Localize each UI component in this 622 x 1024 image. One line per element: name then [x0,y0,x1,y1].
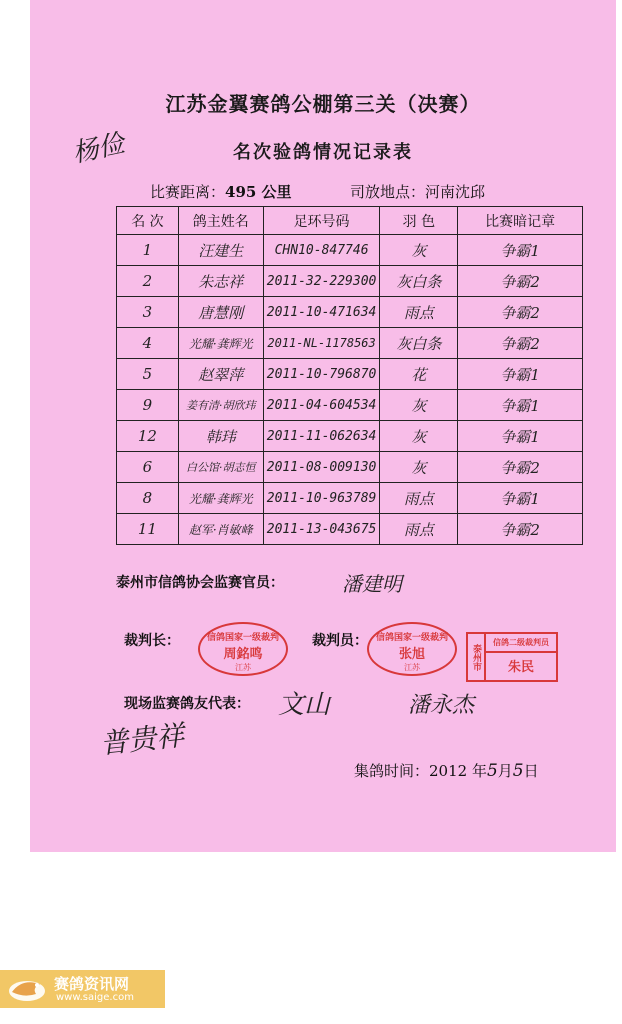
signature-top-left: 杨俭 [69,128,128,170]
ring-cell: 2011-NL-1178563 [263,328,380,359]
rep-signature-2: 文山 [278,690,331,720]
rank-cell: 11 [117,514,179,545]
document-title: 江苏金翼赛鸽公棚第三关（决赛） [165,92,481,116]
rank-cell: 12 [117,421,179,452]
document-subtitle: 名次验鸽情况记录表 [233,142,413,163]
footer-site-name: 赛鸽资讯网 [54,975,130,993]
distance-info [150,181,292,202]
table-row [117,359,583,390]
owner-cell: 姜有清·胡欣玮 [178,390,263,421]
owner-cell: 赵军·肖敏峰 [178,514,263,545]
owner-cell: 光耀·龚辉光 [178,483,263,514]
result-table [116,206,583,545]
ring-cell: 2011-32-229300 [263,266,380,297]
header-mark: 比赛暗记章 [458,207,583,235]
mark-cell: 争霸1 [458,359,583,390]
mark-cell: 争霸2 [458,297,583,328]
color-cell: 灰 [380,235,458,266]
mark-cell: 争霸1 [458,390,583,421]
header-ring: 足环号码 [263,207,380,235]
release-label: 司放地点： [350,183,426,201]
mark-cell: 争霸1 [458,235,583,266]
owner-cell: 光耀·龚辉光 [178,328,263,359]
rep-signature-1: 普贵祥 [98,718,186,761]
owner-cell: 白公馆·胡志恒 [178,452,263,483]
ring-cell: 2011-08-009130 [263,452,380,483]
mark-cell: 争霸2 [458,266,583,297]
rank-cell: 2 [117,266,179,297]
color-cell: 灰 [380,421,458,452]
color-cell: 雨点 [380,297,458,328]
ring-cell: 2011-13-043675 [263,514,380,545]
judge-stamp [367,622,457,676]
collection-day: 5 [512,761,524,781]
rank-cell: 3 [117,297,179,328]
release-info [350,181,485,202]
header-color: 羽 色 [380,207,458,235]
collection-month: 5 [486,761,498,781]
judge-stamp-region: 江苏 [404,663,420,672]
rect-stamp-title: 信鸽二级裁判员 [486,634,556,653]
pigeon-logo-icon [6,974,48,1004]
owner-cell: 韩玮 [178,421,263,452]
color-cell: 灰 [380,390,458,421]
rep-signature-3: 潘永杰 [408,693,475,718]
supervisor-signature: 潘建明 [342,572,402,596]
color-cell: 雨点 [380,483,458,514]
ring-cell: 2011-10-796870 [263,359,380,390]
supervisor-label: 泰州市信鸽协会监赛官员： [116,575,284,591]
color-cell: 雨点 [380,514,458,545]
table-row [117,390,583,421]
ring-cell: CHN10-847746 [263,235,380,266]
chief-stamp-title: 信鸽国家一级裁判 [206,633,279,643]
table-row [117,483,583,514]
mark-cell: 争霸2 [458,514,583,545]
site-footer-badge[interactable] [0,970,165,1008]
judge-stamp-name: 张旭 [398,647,425,662]
table-row [117,328,583,359]
record-sheet [30,0,616,852]
ring-cell: 2011-10-963789 [263,483,380,514]
fancier-rep-label: 现场监赛鸽友代表： [124,696,250,712]
table-header-row [117,207,583,235]
mark-cell: 争霸2 [458,328,583,359]
rect-stamp-name: 朱民 [507,660,534,675]
chief-judge-stamp [198,622,288,676]
header-rank: 名 次 [117,207,179,235]
ring-cell: 2011-11-062634 [263,421,380,452]
table-row [117,266,583,297]
day-char: 日 [523,762,539,780]
rank-cell: 6 [117,452,179,483]
color-cell: 灰白条 [380,328,458,359]
table-row [117,421,583,452]
owner-cell: 唐慧刚 [178,297,263,328]
table-row [117,235,583,266]
table-row [117,514,583,545]
distance-value: 495 公里 [225,183,292,201]
distance-label: 比赛距离： [150,183,226,201]
judge-stamp-title: 信鸽国家一级裁判 [375,633,448,643]
ring-cell: 2011-04-604534 [263,390,380,421]
month-char: 月 [497,762,513,780]
release-value: 河南沈邱 [425,183,486,201]
ring-cell: 2011-10-471634 [263,297,380,328]
rank-cell: 1 [117,235,179,266]
chief-stamp-name: 周銘鸣 [223,647,263,662]
rank-cell: 5 [117,359,179,390]
mark-cell: 争霸1 [458,421,583,452]
rank-cell: 8 [117,483,179,514]
owner-cell: 赵翠萍 [178,359,263,390]
collection-time [354,760,539,781]
rank-cell: 4 [117,328,179,359]
color-cell: 灰白条 [380,266,458,297]
chief-stamp-region: 江苏 [235,663,251,672]
owner-cell: 汪建生 [178,235,263,266]
header-owner: 鸽主姓名 [178,207,263,235]
footer-site-url: www.saige.com [56,992,134,1003]
judge-label: 裁判员： [312,633,368,649]
rect-stamp-region: 泰州市 [468,634,486,680]
owner-cell: 朱志祥 [178,266,263,297]
table-row [117,452,583,483]
rank-cell: 9 [117,390,179,421]
chief-judge-label: 裁判长： [124,633,180,649]
color-cell: 花 [380,359,458,390]
mark-cell: 争霸2 [458,452,583,483]
mark-cell: 争霸1 [458,483,583,514]
secondary-judge-stamp [466,632,558,682]
color-cell: 灰 [380,452,458,483]
collection-label: 集鸽时间：2012 年 [354,762,487,780]
table-row [117,297,583,328]
